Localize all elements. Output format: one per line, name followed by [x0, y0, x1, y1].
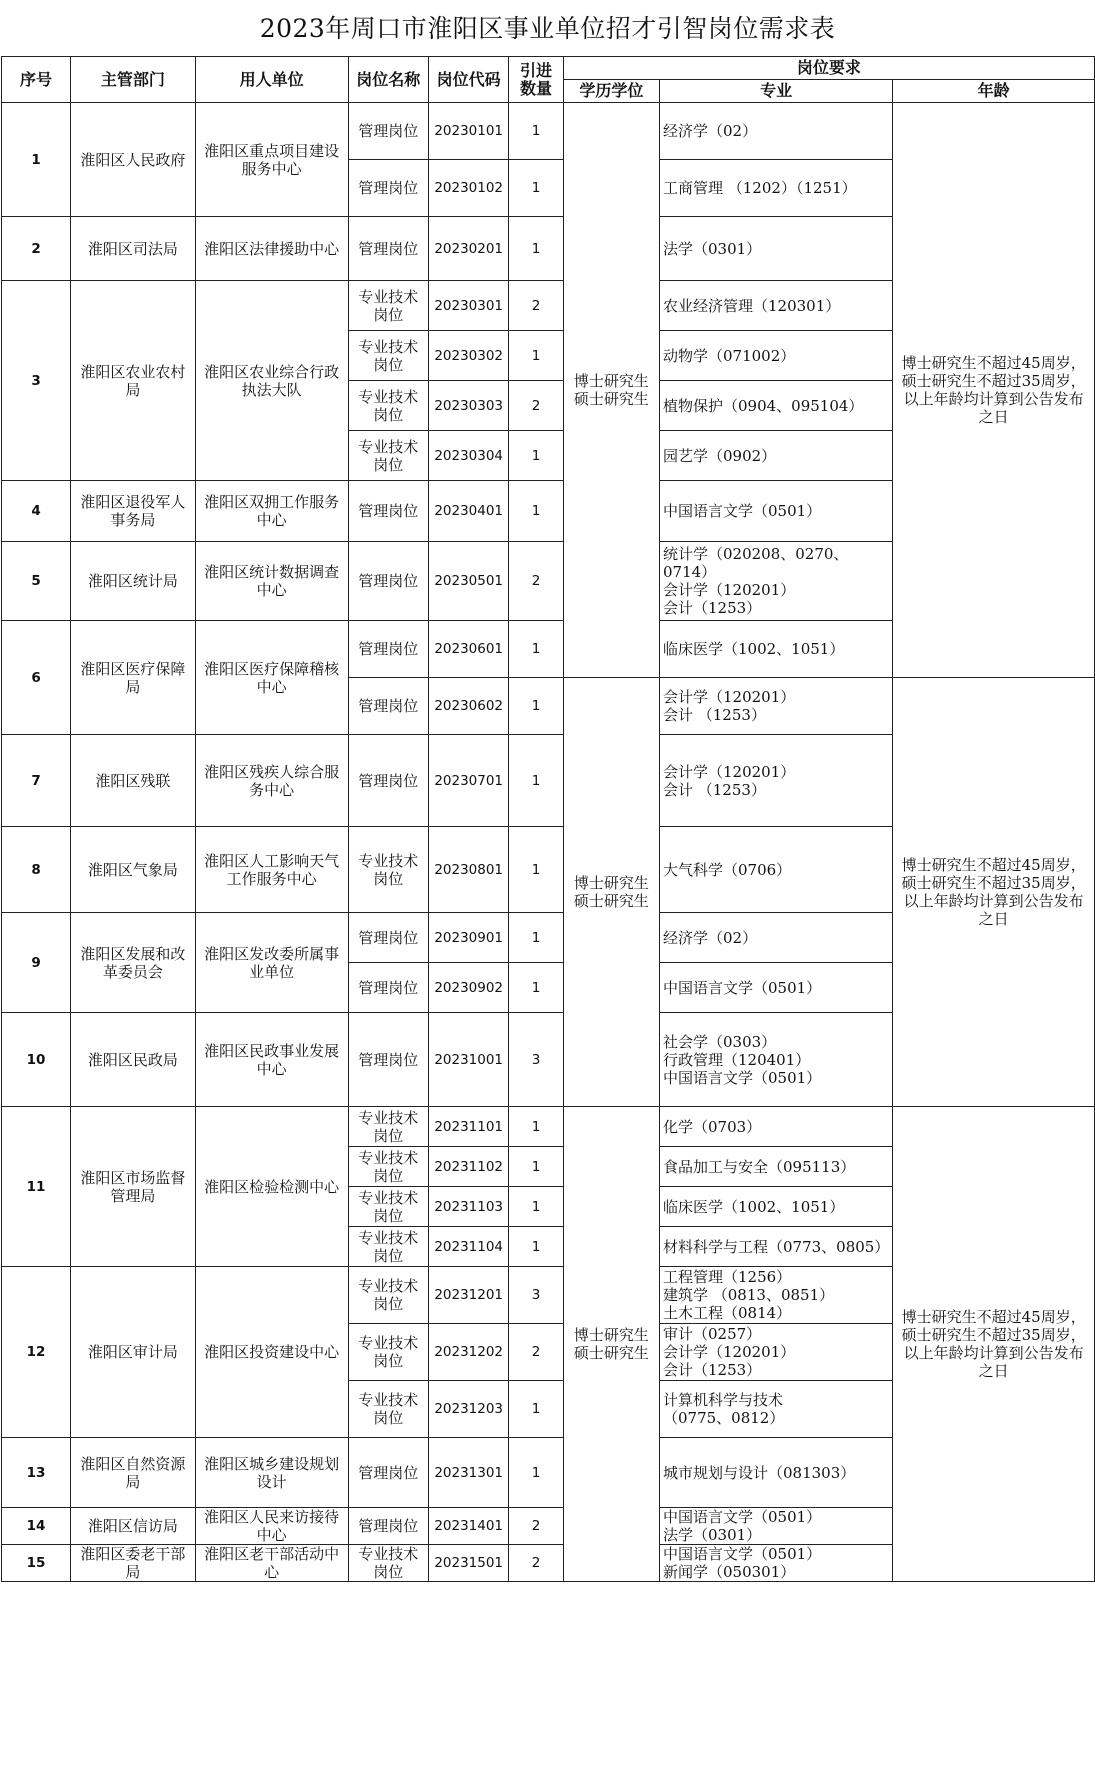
cell-post-name: 专业技术岗位 [348, 1187, 428, 1227]
cell-major: 园艺学（0902） [660, 431, 893, 481]
recruitment-table [1, 56, 1095, 1582]
cell-count: 1 [509, 160, 563, 217]
cell-seq: 7 [2, 735, 71, 827]
cell-dept: 淮阳区审计局 [71, 1267, 196, 1438]
cell-post-code: 20231104 [428, 1227, 508, 1267]
table-row [2, 103, 1095, 160]
cell-post-name: 管理岗位 [348, 542, 428, 621]
cell-post-name: 管理岗位 [348, 217, 428, 281]
cell-count: 1 [509, 1187, 563, 1227]
cell-post-name: 专业技术岗位 [348, 1147, 428, 1187]
cell-post-name: 管理岗位 [348, 963, 428, 1013]
cell-unit: 淮阳区残疾人综合服务中心 [195, 735, 348, 827]
cell-post-code: 20231201 [428, 1267, 508, 1324]
cell-count: 1 [509, 827, 563, 913]
cell-post-name: 管理岗位 [348, 481, 428, 542]
cell-count: 1 [509, 103, 563, 160]
cell-major: 中国语言文学（0501） 新闻学（050301） [660, 1545, 893, 1582]
cell-seq: 12 [2, 1267, 71, 1438]
cell-post-code: 20230901 [428, 913, 508, 963]
cell-post-name: 专业技术岗位 [348, 1267, 428, 1324]
cell-post-name: 专业技术岗位 [348, 1324, 428, 1381]
cell-dept: 淮阳区民政局 [71, 1013, 196, 1107]
cell-count: 2 [509, 542, 563, 621]
cell-seq: 14 [2, 1508, 71, 1545]
cell-post-code: 20230902 [428, 963, 508, 1013]
cell-count: 2 [509, 1508, 563, 1545]
cell-major: 会计学（120201） 会计 （1253） [660, 678, 893, 735]
cell-seq: 8 [2, 827, 71, 913]
cell-seq: 5 [2, 542, 71, 621]
cell-post-code: 20231103 [428, 1187, 508, 1227]
cell-seq: 3 [2, 281, 71, 481]
cell-unit: 淮阳区农业综合行政执法大队 [195, 281, 348, 481]
cell-major: 植物保护（0904、095104） [660, 381, 893, 431]
cell-post-name: 管理岗位 [348, 678, 428, 735]
cell-major: 中国语言文学（0501） [660, 963, 893, 1013]
cell-seq: 9 [2, 913, 71, 1013]
cell-major: 会计学（120201） 会计 （1253） [660, 735, 893, 827]
cell-unit: 淮阳区统计数据调查中心 [195, 542, 348, 621]
cell-major: 大气科学（0706） [660, 827, 893, 913]
cell-major: 食品加工与安全（095113） [660, 1147, 893, 1187]
cell-unit: 淮阳区人工影响天气工作服务中心 [195, 827, 348, 913]
cell-post-name: 管理岗位 [348, 913, 428, 963]
cell-post-name: 管理岗位 [348, 103, 428, 160]
cell-dept: 淮阳区气象局 [71, 827, 196, 913]
cell-major: 工程管理（1256） 建筑学 （0813、0851） 土木工程（0814） [660, 1267, 893, 1324]
cell-post-code: 20230501 [428, 542, 508, 621]
cell-count: 1 [509, 431, 563, 481]
cell-post-code: 20230602 [428, 678, 508, 735]
cell-post-code: 20230701 [428, 735, 508, 827]
cell-degree: 博士研究生 硕士研究生 [563, 678, 659, 1107]
cell-major: 社会学（0303） 行政管理（120401） 中国语言文学（0501） [660, 1013, 893, 1107]
cell-count: 3 [509, 1267, 563, 1324]
cell-major: 计算机科学与技术 （0775、0812） [660, 1381, 893, 1438]
cell-count: 2 [509, 1545, 563, 1582]
header-post: 岗位名称 [348, 57, 428, 103]
cell-unit: 淮阳区法律援助中心 [195, 217, 348, 281]
cell-major: 审计（0257） 会计学（120201） 会计（1253） [660, 1324, 893, 1381]
cell-unit: 淮阳区检验检测中心 [195, 1107, 348, 1267]
cell-post-name: 管理岗位 [348, 160, 428, 217]
cell-unit: 淮阳区人民来访接待中心 [195, 1508, 348, 1545]
cell-post-code: 20230302 [428, 331, 508, 381]
cell-seq: 4 [2, 481, 71, 542]
cell-post-code: 20230303 [428, 381, 508, 431]
cell-dept: 淮阳区司法局 [71, 217, 196, 281]
cell-seq: 10 [2, 1013, 71, 1107]
cell-dept: 淮阳区农业农村局 [71, 281, 196, 481]
cell-post-name: 专业技术岗位 [348, 331, 428, 381]
cell-unit: 淮阳区投资建设中心 [195, 1267, 348, 1438]
cell-age: 博士研究生不超过45周岁，硕士研究生不超过35周岁，以上年龄均计算到公告发布之日 [893, 103, 1095, 678]
cell-post-name: 专业技术岗位 [348, 281, 428, 331]
cell-major: 经济学（02） [660, 103, 893, 160]
cell-count: 1 [509, 331, 563, 381]
header-age: 年龄 [893, 80, 1095, 103]
cell-major: 经济学（02） [660, 913, 893, 963]
cell-count: 2 [509, 1324, 563, 1381]
cell-post-code: 20231001 [428, 1013, 508, 1107]
cell-post-code: 20230401 [428, 481, 508, 542]
cell-count: 1 [509, 1227, 563, 1267]
cell-major: 临床医学（1002、1051） [660, 621, 893, 678]
cell-post-name: 专业技术岗位 [348, 1381, 428, 1438]
cell-major: 中国语言文学（0501） 法学（0301） [660, 1508, 893, 1545]
cell-dept: 淮阳区发展和改革委员会 [71, 913, 196, 1013]
cell-unit: 淮阳区发改委所属事业单位 [195, 913, 348, 1013]
header-code: 岗位代码 [428, 57, 508, 103]
cell-count: 1 [509, 963, 563, 1013]
cell-post-code: 20230304 [428, 431, 508, 481]
cell-post-code: 20230101 [428, 103, 508, 160]
cell-count: 2 [509, 281, 563, 331]
cell-seq: 13 [2, 1438, 71, 1508]
cell-dept: 淮阳区医疗保障局 [71, 621, 196, 735]
cell-seq: 15 [2, 1545, 71, 1582]
cell-degree: 博士研究生 硕士研究生 [563, 1107, 659, 1582]
cell-post-code: 20230102 [428, 160, 508, 217]
cell-major: 中国语言文学（0501） [660, 481, 893, 542]
cell-count: 1 [509, 621, 563, 678]
cell-count: 1 [509, 1381, 563, 1438]
cell-dept: 淮阳区人民政府 [71, 103, 196, 217]
table-body [2, 103, 1095, 1582]
cell-unit: 淮阳区老干部活动中心 [195, 1545, 348, 1582]
cell-post-code: 20231501 [428, 1545, 508, 1582]
cell-post-name: 管理岗位 [348, 621, 428, 678]
header-unit: 用人单位 [195, 57, 348, 103]
cell-count: 1 [509, 1107, 563, 1147]
cell-major: 工商管理 （1202）（1251） [660, 160, 893, 217]
cell-count: 2 [509, 381, 563, 431]
cell-unit: 淮阳区城乡建设规划设计 [195, 1438, 348, 1508]
page-title: 2023年周口市淮阳区事业单位招才引智岗位需求表 [259, 14, 836, 43]
cell-age: 博士研究生不超过45周岁，硕士研究生不超过35周岁，以上年龄均计算到公告发布之日 [893, 1107, 1095, 1582]
cell-dept: 淮阳区自然资源局 [71, 1438, 196, 1508]
cell-unit: 淮阳区民政事业发展中心 [195, 1013, 348, 1107]
table-row [2, 1107, 1095, 1147]
cell-post-name: 管理岗位 [348, 1013, 428, 1107]
cell-count: 1 [509, 678, 563, 735]
cell-post-name: 专业技术岗位 [348, 1227, 428, 1267]
cell-unit: 淮阳区医疗保障稽核中心 [195, 621, 348, 735]
cell-post-name: 管理岗位 [348, 1438, 428, 1508]
cell-major: 农业经济管理（120301） [660, 281, 893, 331]
cell-count: 3 [509, 1013, 563, 1107]
cell-major: 化学（0703） [660, 1107, 893, 1147]
cell-major: 城市规划与设计（081303） [660, 1438, 893, 1508]
cell-major: 统计学（020208、0270、0714） 会计学（120201） 会计（1253） [660, 542, 893, 621]
cell-seq: 1 [2, 103, 71, 217]
cell-count: 1 [509, 1438, 563, 1508]
cell-post-code: 20231202 [428, 1324, 508, 1381]
cell-post-name: 专业技术岗位 [348, 827, 428, 913]
cell-unit: 淮阳区重点项目建设服务中心 [195, 103, 348, 217]
cell-seq: 11 [2, 1107, 71, 1267]
cell-post-code: 20230201 [428, 217, 508, 281]
cell-count: 1 [509, 913, 563, 963]
cell-dept: 淮阳区退役军人事务局 [71, 481, 196, 542]
cell-dept: 淮阳区信访局 [71, 1508, 196, 1545]
header-count: 引进数量 [509, 57, 563, 103]
cell-unit: 淮阳区双拥工作服务中心 [195, 481, 348, 542]
cell-seq: 6 [2, 621, 71, 735]
cell-post-code: 20231101 [428, 1107, 508, 1147]
header-major: 专业 [660, 80, 893, 103]
cell-degree: 博士研究生 硕士研究生 [563, 103, 659, 678]
cell-major: 临床医学（1002、1051） [660, 1187, 893, 1227]
cell-dept: 淮阳区统计局 [71, 542, 196, 621]
cell-post-name: 管理岗位 [348, 1508, 428, 1545]
cell-dept: 淮阳区委老干部局 [71, 1545, 196, 1582]
cell-post-code: 20231401 [428, 1508, 508, 1545]
cell-post-code: 20231102 [428, 1147, 508, 1187]
header-seq: 序号 [2, 57, 71, 103]
cell-seq: 2 [2, 217, 71, 281]
cell-count: 1 [509, 1147, 563, 1187]
cell-post-code: 20230601 [428, 621, 508, 678]
cell-count: 1 [509, 735, 563, 827]
cell-post-code: 20230801 [428, 827, 508, 913]
cell-count: 1 [509, 481, 563, 542]
cell-post-name: 管理岗位 [348, 735, 428, 827]
cell-post-code: 20230301 [428, 281, 508, 331]
cell-count: 1 [509, 217, 563, 281]
cell-major: 材料科学与工程（0773、0805） [660, 1227, 893, 1267]
cell-dept: 淮阳区市场监督管理局 [71, 1107, 196, 1267]
cell-post-name: 专业技术岗位 [348, 381, 428, 431]
header-requirements: 岗位要求 [563, 57, 1094, 80]
cell-post-name: 专业技术岗位 [348, 1107, 428, 1147]
cell-post-name: 专业技术岗位 [348, 1545, 428, 1582]
header-dept: 主管部门 [71, 57, 196, 103]
cell-major: 动物学（071002） [660, 331, 893, 381]
cell-major: 法学（0301） [660, 217, 893, 281]
cell-post-code: 20231203 [428, 1381, 508, 1438]
cell-age: 博士研究生不超过45周岁，硕士研究生不超过35周岁，以上年龄均计算到公告发布之日 [893, 678, 1095, 1107]
cell-dept: 淮阳区残联 [71, 735, 196, 827]
cell-post-name: 专业技术岗位 [348, 431, 428, 481]
cell-post-code: 20231301 [428, 1438, 508, 1508]
header-degree: 学历学位 [563, 80, 659, 103]
